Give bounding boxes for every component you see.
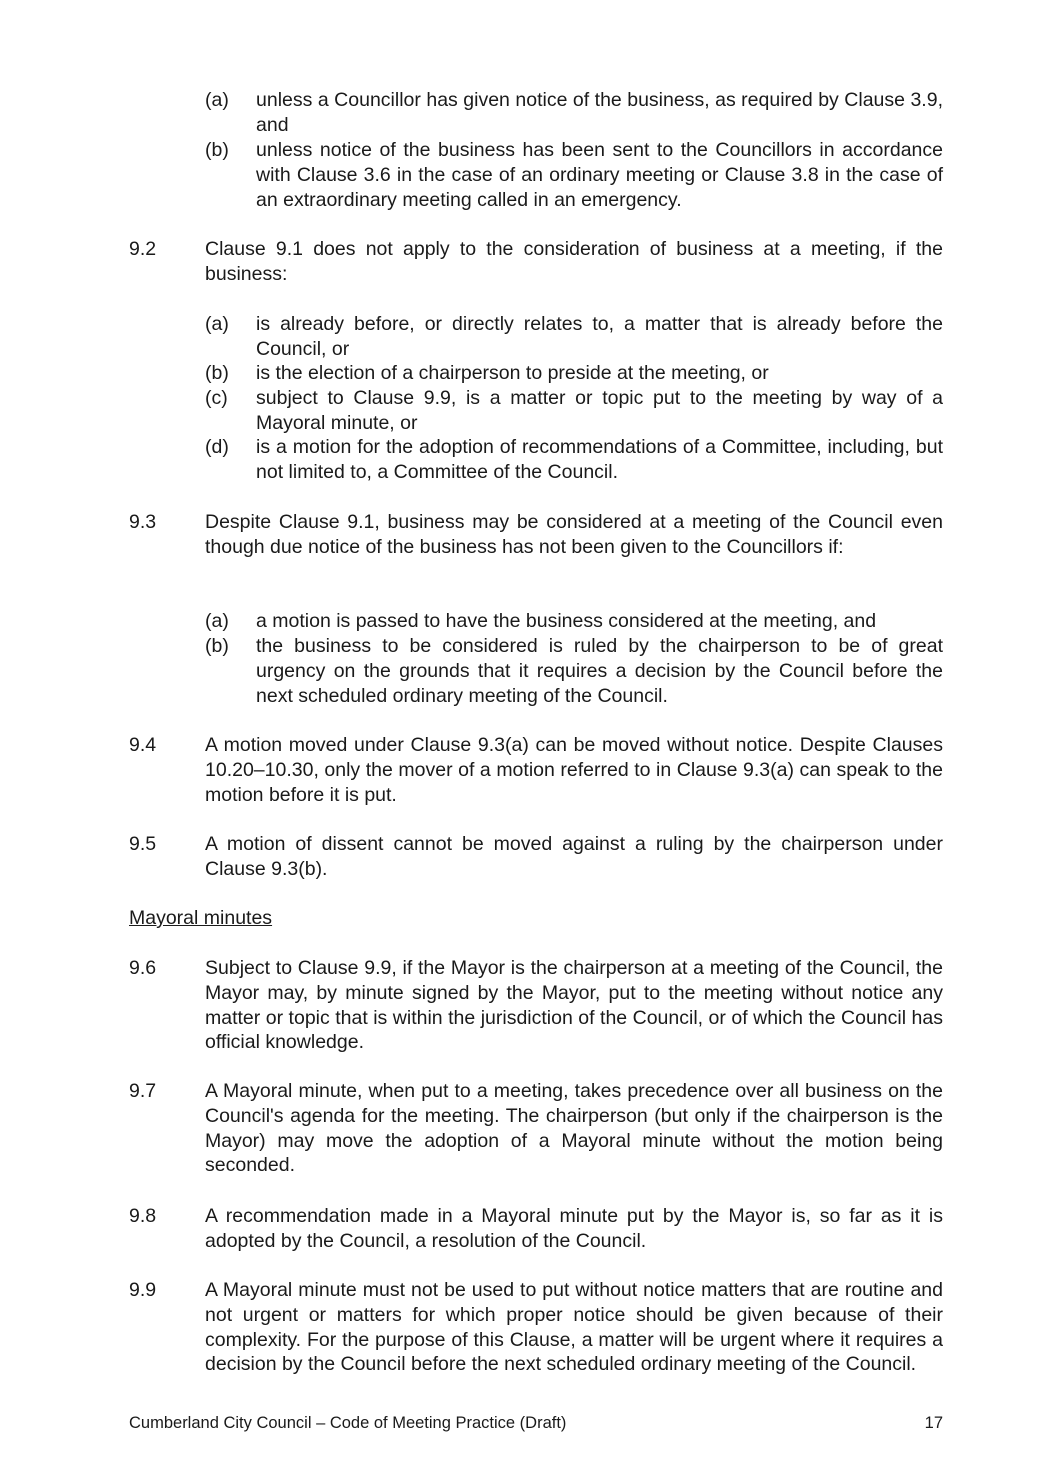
clause-text: A motion of dissent cannot be moved against a ruling by the chairperson under Clause 9.3(b). (205, 833, 943, 880)
clause-number: 9.2 (129, 238, 157, 260)
item-label: (b) (205, 139, 229, 161)
footer-title: Cumberland City Council – Code of Meeting Practice (Draft) (129, 1414, 567, 1432)
item-text: subject to Clause 9.9, is a matter or topic put to the meeting by way of a Mayoral minute, or (256, 387, 943, 434)
clause-number: 9.8 (129, 1205, 157, 1227)
item-text: a motion is passed to have the business considered at the meeting, and (256, 610, 877, 632)
clause-text: A Mayoral minute must not be used to put without notice matters that are routine and not urgent or matters for which proper notice should be given because of their complexity. For the purpose of this Clause, a matter will be urgent where it requires a decision by the Council before the next scheduled ordinary meeting of the Council. (205, 1279, 943, 1376)
item-text: the business to be considered is ruled by the chairperson to be of great urgency on the grounds that it requires a decision by the Council before the next scheduled ordinary meeting of the Council. (256, 635, 943, 707)
item-label: (d) (205, 436, 229, 458)
clause-number: 9.3 (129, 511, 157, 533)
item-text: is a motion for the adoption of recommendations of a Committee, including, but not limited to, a Committee of the Council. (256, 436, 943, 483)
item-label: (c) (205, 387, 228, 409)
clause-number: 9.4 (129, 734, 157, 756)
clause-text: Subject to Clause 9.9, if the Mayor is the chairperson at a meeting of the Council, the Mayor may, by minute signed by the Mayor, put to the meeting without notice any matter or topic that is within the jurisdiction of the Council, or of which the Council has official knowledge. (205, 957, 943, 1054)
clause-number: 9.6 (129, 957, 157, 979)
item-label: (b) (205, 635, 229, 657)
item-text: unless notice of the business has been sent to the Councillors in accordance with Clause 3.6 in the case of an ordinary meeting or Clause 3.8 in the case of an extraordinary meeting called in an emergency. (256, 139, 943, 211)
item-label: (a) (205, 89, 229, 111)
clause-text: A motion moved under Clause 9.3(a) can be moved without notice. Despite Clauses 10.20–10.30, only the mover of a motion referred to in Clause 9.3(a) can speak to the motion before it is put. (205, 734, 943, 806)
clause-number: 9.7 (129, 1080, 157, 1102)
item-text: is already before, or directly relates to, a matter that is already before the Council, or (256, 313, 943, 360)
clause-text: A Mayoral minute, when put to a meeting, takes precedence over all business on the Council's agenda for the meeting. The chairperson (but only if the chairperson is the Mayor) may move the adoption of a Mayoral minute without the motion being seconded. (205, 1080, 943, 1177)
item-label: (a) (205, 313, 229, 335)
clause-text: A recommendation made in a Mayoral minute put by the Mayor is, so far as it is adopted by the Council, a resolution of the Council. (205, 1205, 943, 1252)
item-text: unless a Councillor has given notice of the business, as required by Clause 3.9, and (256, 89, 943, 136)
clause-number: 9.9 (129, 1279, 157, 1301)
item-text: is the election of a chairperson to preside at the meeting, or (256, 362, 769, 384)
section-heading: Mayoral minutes (129, 907, 273, 929)
clause-text: Despite Clause 9.1, business may be considered at a meeting of the Council even though due notice of the business has not been given to the Councillors if: (205, 511, 943, 558)
item-label: (b) (205, 362, 229, 384)
clause-number: 9.5 (129, 833, 157, 855)
item-label: (a) (205, 610, 229, 632)
clause-text: Clause 9.1 does not apply to the consideration of business at a meeting, if the business: (205, 238, 943, 285)
page-number: 17 (924, 1414, 943, 1432)
